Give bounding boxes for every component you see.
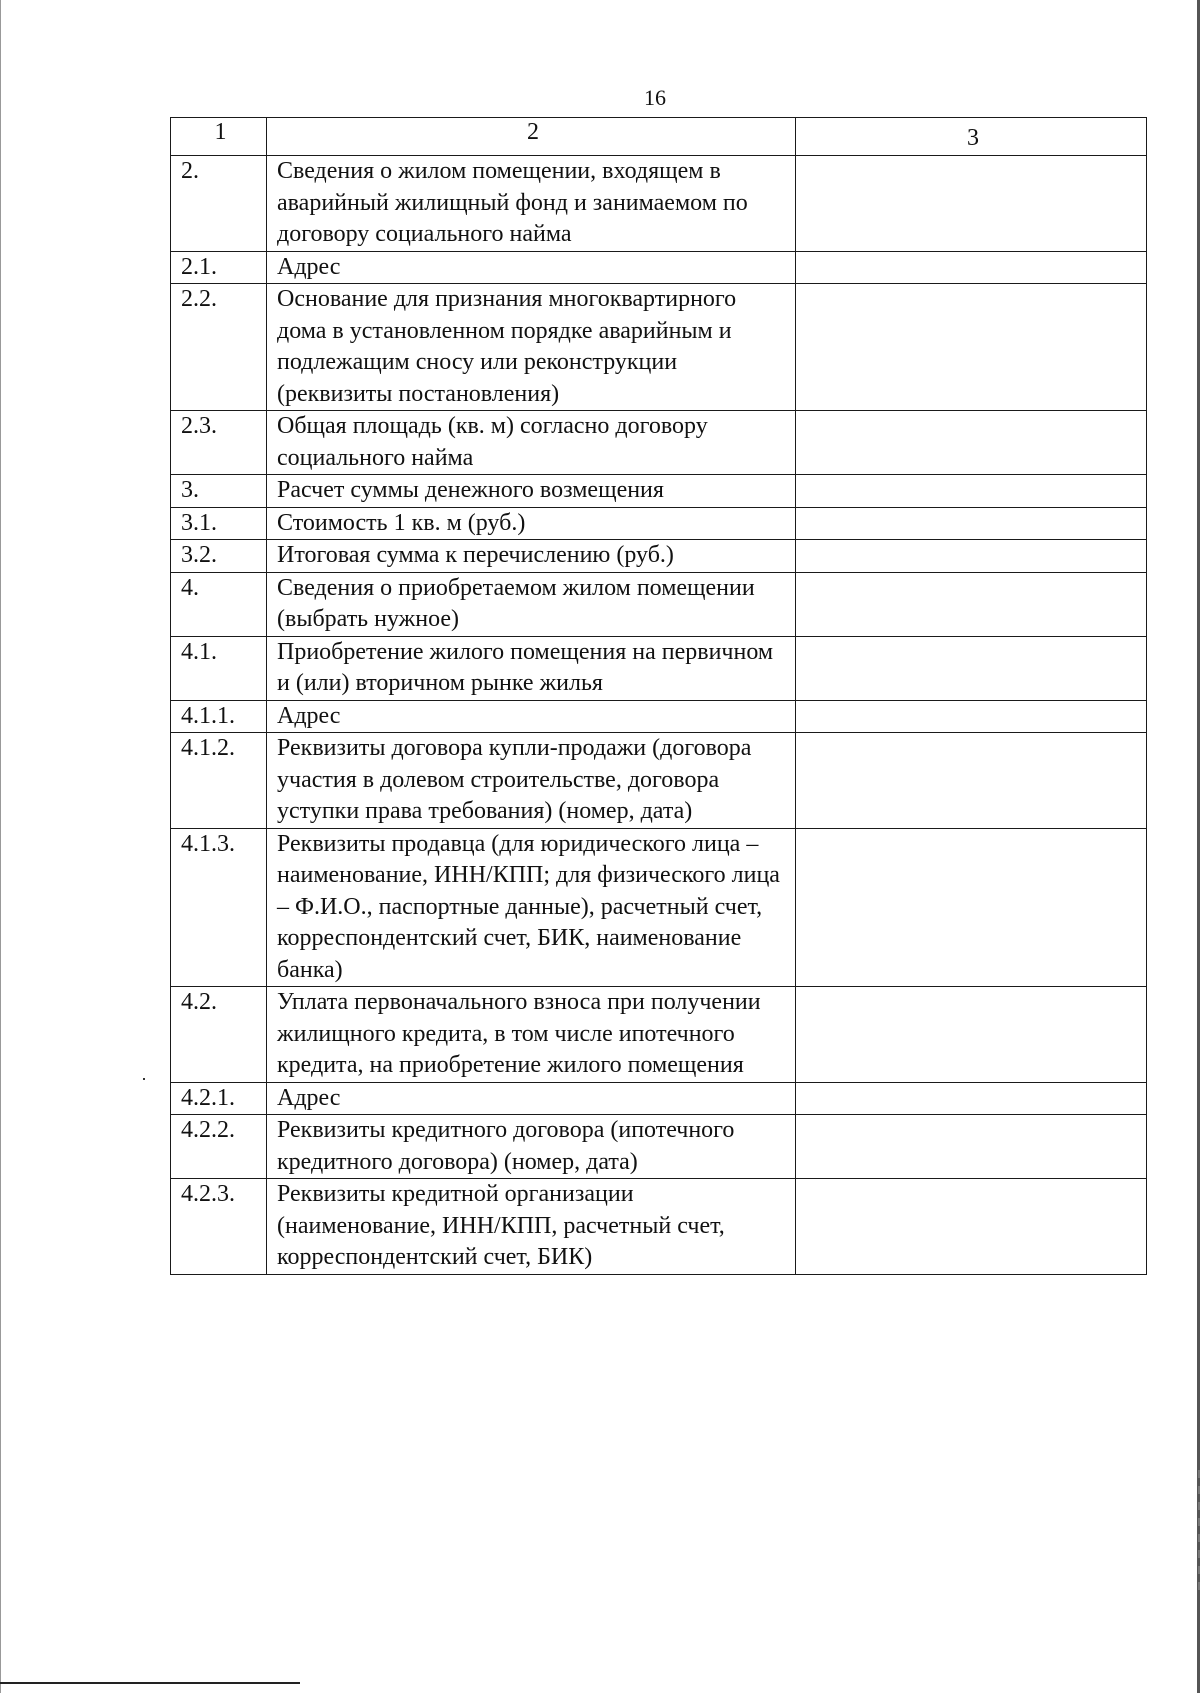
row-description-cell: Реквизиты кредитной организации (наименование, ИНН/КПП, расчетный счет, корреспондентский счет, БИК) xyxy=(267,1179,796,1275)
row-value-cell[interactable] xyxy=(796,411,1147,475)
row-description-cell: Адрес xyxy=(267,1082,796,1115)
scan-bottom-rule xyxy=(0,1682,300,1684)
table-header-row xyxy=(171,118,1147,156)
row-value-cell[interactable] xyxy=(796,156,1147,252)
table-row xyxy=(171,411,1147,475)
row-description-cell: Сведения о жилом помещении, входящем в аварийный жилищный фонд и занимаемом по договору социального найма xyxy=(267,156,796,252)
table-row xyxy=(171,251,1147,284)
table-row xyxy=(171,636,1147,700)
row-number-cell: 4.2.1. xyxy=(171,1082,267,1115)
row-value-cell[interactable] xyxy=(796,700,1147,733)
row-number-cell: 4.1.1. xyxy=(171,700,267,733)
table-row xyxy=(171,507,1147,540)
row-description-cell: Адрес xyxy=(267,251,796,284)
row-value-cell[interactable] xyxy=(796,507,1147,540)
scan-speck xyxy=(143,1078,145,1080)
row-number-cell: 4.1.2. xyxy=(171,733,267,829)
row-number-cell: 2.2. xyxy=(171,284,267,411)
table-row xyxy=(171,475,1147,508)
row-number-cell: 4.1.3. xyxy=(171,828,267,987)
table-row xyxy=(171,700,1147,733)
row-number-cell: 4.2.2. xyxy=(171,1115,267,1179)
row-value-cell[interactable] xyxy=(796,828,1147,987)
header-cell-3: 3 xyxy=(796,118,1147,156)
row-description-cell: Расчет суммы денежного возмещения xyxy=(267,475,796,508)
row-description-cell: Сведения о приобретаемом жилом помещении (выбрать нужное) xyxy=(267,572,796,636)
row-number-cell: 4.2. xyxy=(171,987,267,1083)
row-number-cell: 2. xyxy=(171,156,267,252)
row-number-cell: 3.1. xyxy=(171,507,267,540)
row-description-cell: Основание для признания многоквартирного дома в установленном порядке аварийным и подлежащим сносу или реконструкции (реквизиты постановления) xyxy=(267,284,796,411)
row-description-cell: Адрес xyxy=(267,700,796,733)
row-description-cell: Общая площадь (кв. м) согласно договору социального найма xyxy=(267,411,796,475)
row-value-cell[interactable] xyxy=(796,1082,1147,1115)
table-row xyxy=(171,1082,1147,1115)
table-row xyxy=(171,1115,1147,1179)
form-table-body xyxy=(171,118,1147,1275)
row-value-cell[interactable] xyxy=(796,1179,1147,1275)
row-value-cell[interactable] xyxy=(796,987,1147,1083)
row-number-cell: 2.1. xyxy=(171,251,267,284)
header-cell-2: 2 xyxy=(267,118,796,156)
row-description-cell: Приобретение жилого помещения на первичном и (или) вторичном рынке жилья xyxy=(267,636,796,700)
row-number-cell: 3. xyxy=(171,475,267,508)
table-row xyxy=(171,828,1147,987)
table-row xyxy=(171,540,1147,573)
table-row xyxy=(171,156,1147,252)
row-value-cell[interactable] xyxy=(796,636,1147,700)
scan-left-edge xyxy=(0,0,1,1693)
table-row xyxy=(171,987,1147,1083)
row-number-cell: 4.1. xyxy=(171,636,267,700)
table-row xyxy=(171,733,1147,829)
row-number-cell: 4.2.3. xyxy=(171,1179,267,1275)
row-number-cell: 2.3. xyxy=(171,411,267,475)
row-value-cell[interactable] xyxy=(796,1115,1147,1179)
row-value-cell[interactable] xyxy=(796,572,1147,636)
row-number-cell: 3.2. xyxy=(171,540,267,573)
row-value-cell[interactable] xyxy=(796,475,1147,508)
row-description-cell: Итоговая сумма к перечислению (руб.) xyxy=(267,540,796,573)
row-number-cell: 4. xyxy=(171,572,267,636)
form-table xyxy=(170,117,1147,1275)
page-number: 16 xyxy=(644,85,666,110)
table-row xyxy=(171,284,1147,411)
table-row xyxy=(171,1179,1147,1275)
header-cell-1: 1 xyxy=(171,118,267,156)
row-value-cell[interactable] xyxy=(796,284,1147,411)
row-value-cell[interactable] xyxy=(796,733,1147,829)
row-value-cell[interactable] xyxy=(796,251,1147,284)
table-row xyxy=(171,572,1147,636)
row-description-cell: Реквизиты договора купли-продажи (договора участия в долевом строительстве, договора уступки права требования) (номер, дата) xyxy=(267,733,796,829)
row-description-cell: Реквизиты кредитного договора (ипотечного кредитного договора) (номер, дата) xyxy=(267,1115,796,1179)
row-description-cell: Реквизиты продавца (для юридического лица – наименование, ИНН/КПП; для физического лица – Ф.И.О., паспортные данные), расчетный счет, корреспондентский счет, БИК, наименование банка) xyxy=(267,828,796,987)
row-description-cell: Уплата первоначального взноса при получении жилищного кредита, в том числе ипотечного кредита, на приобретение жилого помещения xyxy=(267,987,796,1083)
row-value-cell[interactable] xyxy=(796,540,1147,573)
row-description-cell: Стоимость 1 кв. м (руб.) xyxy=(267,507,796,540)
